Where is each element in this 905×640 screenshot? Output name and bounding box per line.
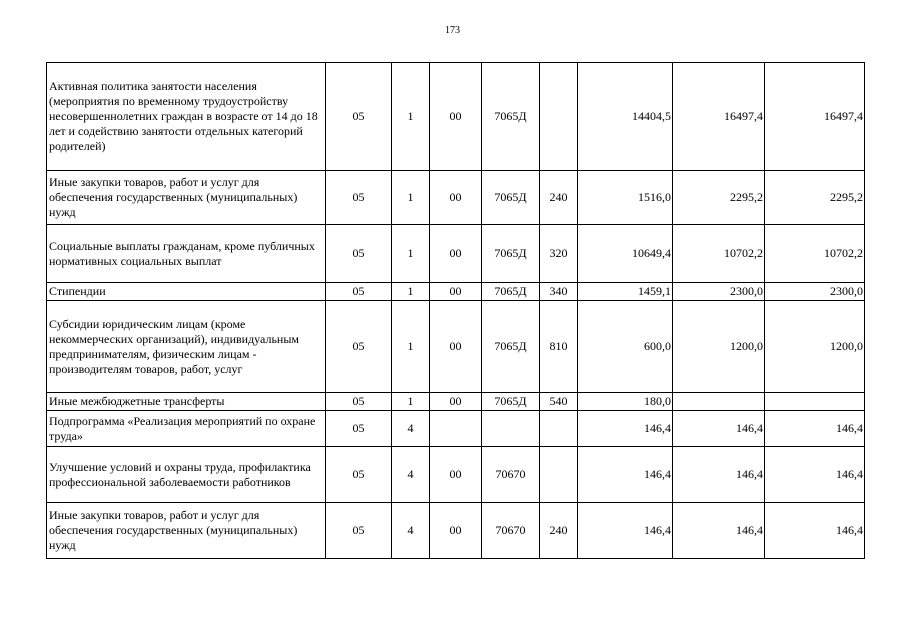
amount-3: 2295,2 (765, 171, 865, 225)
table-row (47, 447, 865, 503)
code-program: 4 (392, 447, 430, 503)
code-section: 05 (326, 283, 392, 301)
code-subprogram (430, 411, 482, 447)
table-row (47, 301, 865, 393)
code-target: 7065Д (482, 301, 540, 393)
code-section: 05 (326, 63, 392, 171)
amount-3: 16497,4 (765, 63, 865, 171)
code-section: 05 (326, 411, 392, 447)
amount-3: 2300,0 (765, 283, 865, 301)
amount-2: 146,4 (673, 447, 765, 503)
code-section: 05 (326, 301, 392, 393)
row-name: Подпрограмма «Реализация мероприятий по охране труда» (47, 411, 326, 447)
code-expense-type: 240 (540, 171, 578, 225)
page-number: 173 (445, 25, 460, 36)
code-expense-type (540, 63, 578, 171)
code-expense-type: 240 (540, 503, 578, 559)
amount-2: 1200,0 (673, 301, 765, 393)
budget-table (46, 62, 865, 559)
amount-2: 146,4 (673, 503, 765, 559)
amount-3: 1200,0 (765, 301, 865, 393)
code-section: 05 (326, 393, 392, 411)
amount-2: 2295,2 (673, 171, 765, 225)
amount-1: 146,4 (578, 411, 673, 447)
row-name: Социальные выплаты гражданам, кроме публичных нормативных социальных выплат (47, 225, 326, 283)
row-name: Иные закупки товаров, работ и услуг для обеспечения государственных (муниципальных) нужд (47, 171, 326, 225)
row-name: Субсидии юридическим лицам (кроме некоммерческих организаций), индивидуальным предпринимателям, физическим лицам - производителям товаров, работ, услуг (47, 301, 326, 393)
code-target (482, 411, 540, 447)
amount-2: 10702,2 (673, 225, 765, 283)
code-program: 1 (392, 283, 430, 301)
amount-1: 146,4 (578, 447, 673, 503)
code-program: 1 (392, 63, 430, 171)
table-row (47, 411, 865, 447)
amount-1: 180,0 (578, 393, 673, 411)
code-subprogram: 00 (430, 393, 482, 411)
code-subprogram: 00 (430, 225, 482, 283)
code-target: 7065Д (482, 171, 540, 225)
code-expense-type: 340 (540, 283, 578, 301)
code-expense-type: 810 (540, 301, 578, 393)
table-row (47, 171, 865, 225)
code-program: 1 (392, 171, 430, 225)
code-expense-type (540, 447, 578, 503)
code-target: 7065Д (482, 225, 540, 283)
table-row (47, 283, 865, 301)
code-section: 05 (326, 171, 392, 225)
amount-3 (765, 393, 865, 411)
code-expense-type: 540 (540, 393, 578, 411)
code-program: 1 (392, 393, 430, 411)
amount-3: 146,4 (765, 447, 865, 503)
row-name: Стипендии (47, 283, 326, 301)
code-target: 70670 (482, 447, 540, 503)
code-program: 1 (392, 301, 430, 393)
code-expense-type (540, 411, 578, 447)
row-name: Улучшение условий и охраны труда, профилактика профессиональной заболеваемости работников (47, 447, 326, 503)
amount-3: 10702,2 (765, 225, 865, 283)
row-name: Активная политика занятости населения (мероприятия по временному трудоустройству несовершеннолетних граждан в возрасте от 14 до 18 лет и содействию занятости отдельных категорий родителей) (47, 63, 326, 171)
code-target: 7065Д (482, 393, 540, 411)
code-subprogram: 00 (430, 447, 482, 503)
code-program: 1 (392, 225, 430, 283)
code-program: 4 (392, 411, 430, 447)
amount-2: 2300,0 (673, 283, 765, 301)
code-subprogram: 00 (430, 63, 482, 171)
table-row (47, 393, 865, 411)
amount-1: 10649,4 (578, 225, 673, 283)
amount-1: 1516,0 (578, 171, 673, 225)
amount-1: 14404,5 (578, 63, 673, 171)
table-row (47, 503, 865, 559)
code-subprogram: 00 (430, 171, 482, 225)
code-section: 05 (326, 225, 392, 283)
amount-1: 1459,1 (578, 283, 673, 301)
row-name: Иные закупки товаров, работ и услуг для обеспечения государственных (муниципальных) нужд (47, 503, 326, 559)
code-subprogram: 00 (430, 283, 482, 301)
amount-3: 146,4 (765, 411, 865, 447)
table-row (47, 225, 865, 283)
code-program: 4 (392, 503, 430, 559)
code-expense-type: 320 (540, 225, 578, 283)
code-target: 7065Д (482, 283, 540, 301)
table-row (47, 63, 865, 171)
code-subprogram: 00 (430, 301, 482, 393)
amount-1: 146,4 (578, 503, 673, 559)
amount-2 (673, 393, 765, 411)
amount-3: 146,4 (765, 503, 865, 559)
code-subprogram: 00 (430, 503, 482, 559)
amount-1: 600,0 (578, 301, 673, 393)
code-target: 70670 (482, 503, 540, 559)
row-name: Иные межбюджетные трансферты (47, 393, 326, 411)
amount-2: 146,4 (673, 411, 765, 447)
code-target: 7065Д (482, 63, 540, 171)
code-section: 05 (326, 503, 392, 559)
code-section: 05 (326, 447, 392, 503)
amount-2: 16497,4 (673, 63, 765, 171)
